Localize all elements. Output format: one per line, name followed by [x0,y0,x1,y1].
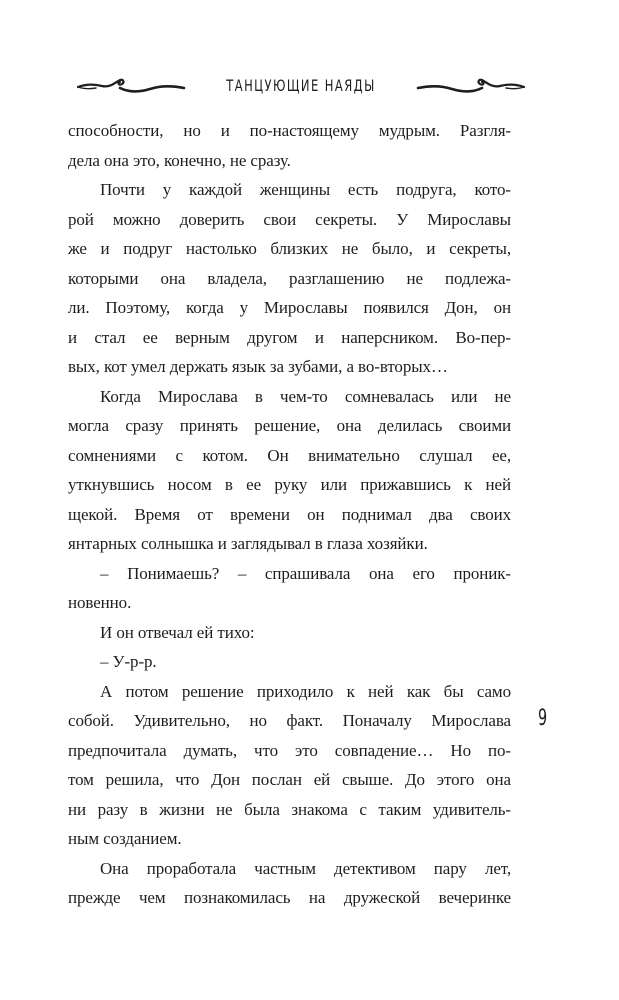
text-line: – У-р-р. [100,652,157,671]
text-line: уткнувшись носом в ее руку или прижавшись к ней [68,475,511,494]
text-line: ни разу в жизни не была знакома с таким удивитель- [68,799,511,819]
flourish-right-ornament [416,74,526,100]
running-head-title: ТАНЦУЮЩИЕ НАЯДЫ [226,76,376,95]
text-line: А потом решение приходило к ней как бы само [100,681,511,701]
text-line: которыми она владела, разглашению не подлежа- [68,268,511,288]
text-line: предпочитала думать, что это совпадение… Но по- [68,740,511,760]
text-line: могла сразу принять решение, она делилась своими [68,416,511,435]
text-line: ным созданием. [68,829,182,848]
text-line: ли. Поэтому, когда у Мирославы появился Дон, он [68,298,511,317]
text-line: рой можно доверить свои секреты. У Мирославы [68,209,511,229]
text-line: щекой. Время от времени он поднимал два своих [68,504,511,524]
text-line: собой. Удивительно, но факт. Поначалу Мирослава [68,711,511,730]
text-line: Она проработала частным детективом пару лет, [100,858,511,878]
text-line: Когда Мирослава в чем-то сомневалась или не [100,386,511,406]
running-head [70,64,532,110]
text-line: сомнениями с котом. Он внимательно слушал ее, [68,445,511,465]
text-line: прежде чем познакомилась на дружеской вечеринке [68,888,511,907]
text-line: – Понимаешь? – спрашивала она его проник- [100,563,511,583]
text-line: же и подруг настолько близких не было, и секреты, [68,239,511,258]
text-line: дела она это, конечно, не сразу. [68,150,291,170]
body-text [68,116,511,913]
text-line: том решила, что Дон послан ей свыше. До этого она [68,770,511,789]
text-line: янтарных солнышка и заглядывал в глаза хозяйки. [68,534,428,553]
text-line: И он отвечал ей тихо: [100,622,255,642]
page-number: 9 [538,706,548,731]
text-line: способности, но и по-настоящему мудрым. Разгля- [68,121,511,140]
text-line: Почти у каждой женщины есть подруга, кото- [100,180,511,199]
text-line: вых, кот умел держать язык за зубами, а во-вторых… [68,357,448,376]
text-line: новенно. [68,593,132,612]
text-line: и стал ее верным другом и наперсником. Во-пер- [68,327,511,347]
